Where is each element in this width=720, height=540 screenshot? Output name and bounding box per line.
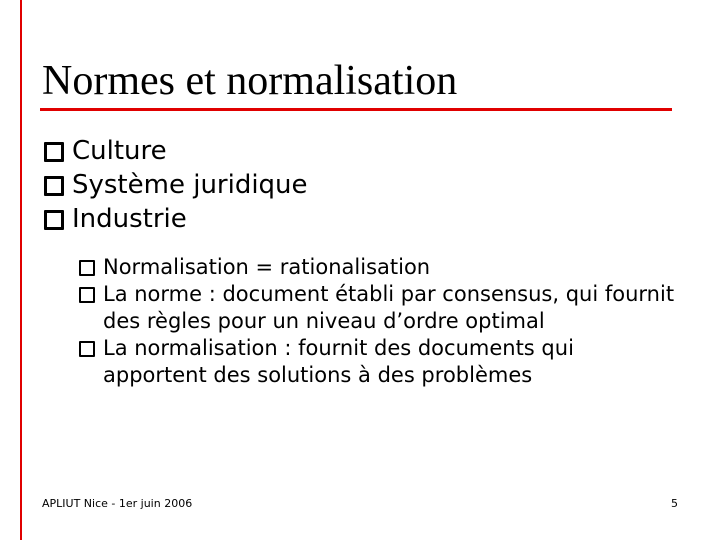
square-bullet-icon [44,210,64,230]
square-bullet-icon [79,287,95,303]
sub-bullet-list [79,254,679,389]
footer-text: APLIUT Nice - 1er juin 2006 [42,497,193,510]
list-item [79,335,679,389]
sub-bullet-text: La normalisation : fournit des documents qui apportent des solutions à des problèmes [103,336,574,387]
square-bullet-icon [44,142,64,162]
bullet-text: Culture [72,136,167,166]
slide-title: Normes et normalisation [42,58,458,104]
left-accent-line [20,0,22,540]
list-item [44,168,308,202]
square-bullet-icon [79,260,95,276]
bullet-text: Industrie [72,204,187,234]
sub-bullet-text: La norme : document établi par consensus, qui fournit des règles pour un niveau d’ordre optimal [103,282,675,333]
bullet-text: Système juridique [72,170,308,200]
page-number: 5 [671,497,678,510]
list-item [44,202,308,236]
sub-bullet-text: Normalisation = rationalisation [103,255,431,279]
list-item [79,281,679,335]
title-underline [40,108,672,111]
square-bullet-icon [44,176,64,196]
main-bullet-list [44,134,308,236]
list-item [79,254,679,281]
square-bullet-icon [79,341,95,357]
list-item [44,134,308,168]
